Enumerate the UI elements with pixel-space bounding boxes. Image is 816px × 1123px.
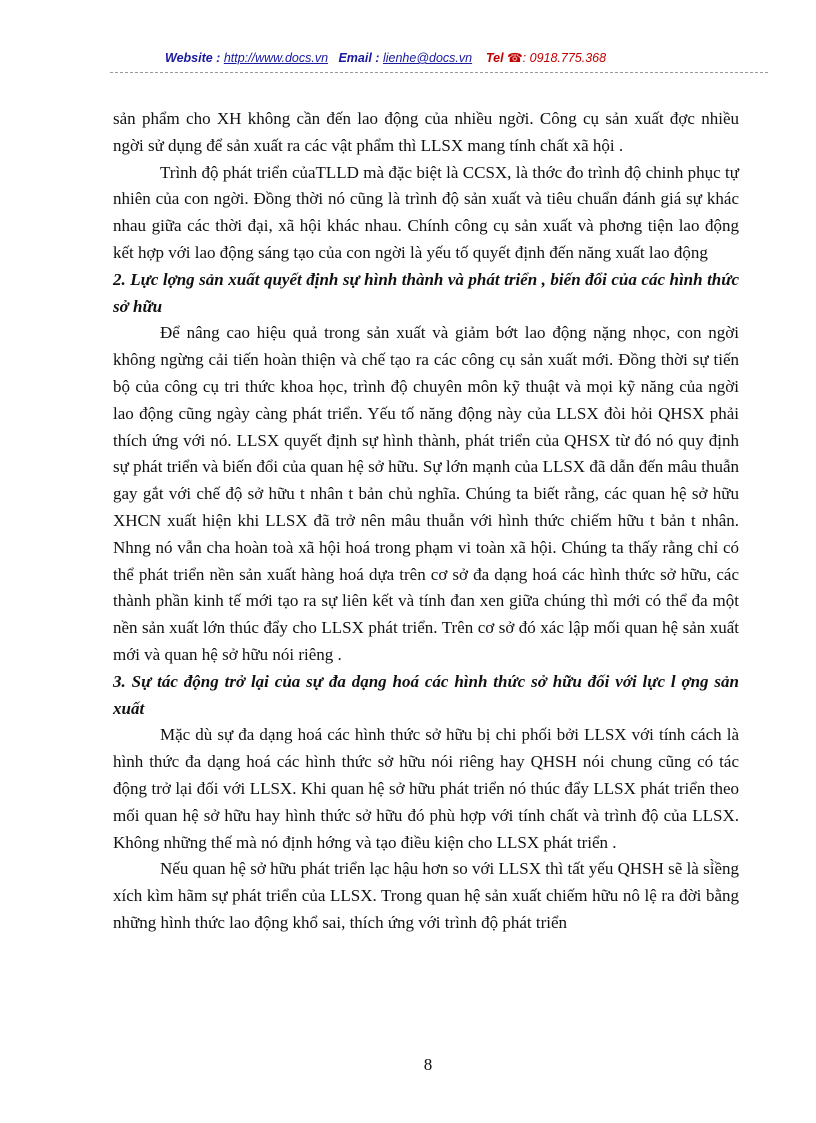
email-label: Email	[338, 51, 372, 65]
paragraph: Để nâng cao hiệu quả trong sản xuất và giảm bớt lao động nặng nhọc, con ngời không ngừng cải tiến hoàn thiện và chế tạo ra các công cụ sản xuất mới. Đồng thời sự tiến bộ của công cụ tri thức khoa học, trình độ chuyên môn kỹ thuật và mọi kỹ năng của ngời lao động cũng ngày càng phát triển. Yếu tố năng động này của LLSX đòi hỏi QHSX phải thích ứng với nó. LLSX quyết định sự hình thành, phát triển của QHSX từ đó nó quy định sự phát triển và biến đổi của quan hệ sở hữu. Sự lớn mạnh của LLSX đã dẫn đến mâu thuẫn gay gắt với chế độ sở hữu t nhân t bản chủ nghĩa. Chúng ta biết rằng, các quan hệ sở hữu XHCN xuất hiện khi LLSX đã trở nên mâu thuẫn với hình thức chiếm hữu t bản t nhân. Nhng nó vẫn cha hoàn toà xã hội hoá trong phạm vi toàn xã hội. Chúng ta thấy rằng chỉ có thể phát triển nền sản xuất hàng hoá dựa trên cơ sở đa dạng hoá các hình thức sở hữu, các thành phần kinh tế mới tạo ra sự liên kết và tính đan xen giữa chúng thì mới có thể đa một nền sản xuất lớn thúc đẩy cho LLSX phát triển. Trên cơ sở đó xác lập mối quan hệ sản xuất mới và quan hệ sở hữu nói riêng .	[113, 323, 739, 664]
page-header	[165, 50, 765, 65]
phone-number: : 0918.775.368	[522, 51, 607, 65]
email-link[interactable]: lienhe@docs.vn	[382, 51, 473, 65]
paragraph: Nếu quan hệ sở hữu phát triển lạc hậu hơn so với LLSX thì tất yếu QHSH sẽ là sỉ̀ềng xích kìm hãm sự phát triển của LLSX. Trong quan hệ sản xuất chiếm hữu nô lệ ra đời bằng những hình thức lao động khổ sai, thích ứng với trình độ phát triển	[113, 859, 739, 932]
paragraph: sản phẩm cho XH không cần đến lao động của nhiều ngời. Công cụ sản xuất đợc nhiều ngời sử dụng để sản xuất ra các vật phẩm thì LLSX mang tính chất xã hội .	[113, 109, 739, 155]
document-body	[113, 106, 739, 937]
section-heading-3: 3. Sự tác động trở lại của sự đa dạng hoá các hình thức sở hữu đối với lực l ợng sản xuất	[113, 671, 739, 718]
tel-label: Tel	[486, 51, 504, 65]
website-label: Website :	[165, 51, 221, 65]
phone-icon: ☎	[507, 51, 523, 65]
paragraph: Mặc dù sự đa dạng hoá các hình thức sở hữu bị chi phối bởi LLSX với tính cách là hình thức đa dạng hoá các hình thức sở hữu nói riêng hay QHSH nói chung cũng có tác động trở lại đối với LLSX. Khi quan hệ sở hữu phát triển nó thúc đẩy LLSX phát triển theo mối quan hệ sở hữu hay hình thức sở hữu đó phù hợp với tính chất và trình độ của LLSX. Không những thế mà nó định hớng và tạo điều kiện cho LLSX phát triển .	[113, 725, 739, 852]
paragraph: Trình độ phát triển củaTLLD mà đặc biệt là CCSX, là thớc đo trình độ chinh phục tự nhiên của con ngời. Đồng thời nó cũng là trình độ sản xuất và tiêu chuẩn đánh giá sự khác nhau giữa các thời đại, xã hội khác nhau. Chính công cụ sản xuất và phơng tiện lao động kết hợp với lao động sáng tạo của con ngời là yếu tố quyết định đến năng xuất lao động	[113, 162, 739, 262]
website-link[interactable]: http://www.docs.vn	[223, 51, 329, 65]
section-heading-2: 2. Lực lợng sản xuất quyết định sự hình thành và phát triển , biến đổi của các hình thức sở hữu	[113, 269, 739, 316]
page-number: 8	[423, 1055, 433, 1074]
header-divider	[110, 72, 768, 73]
email-separator: :	[371, 51, 380, 65]
